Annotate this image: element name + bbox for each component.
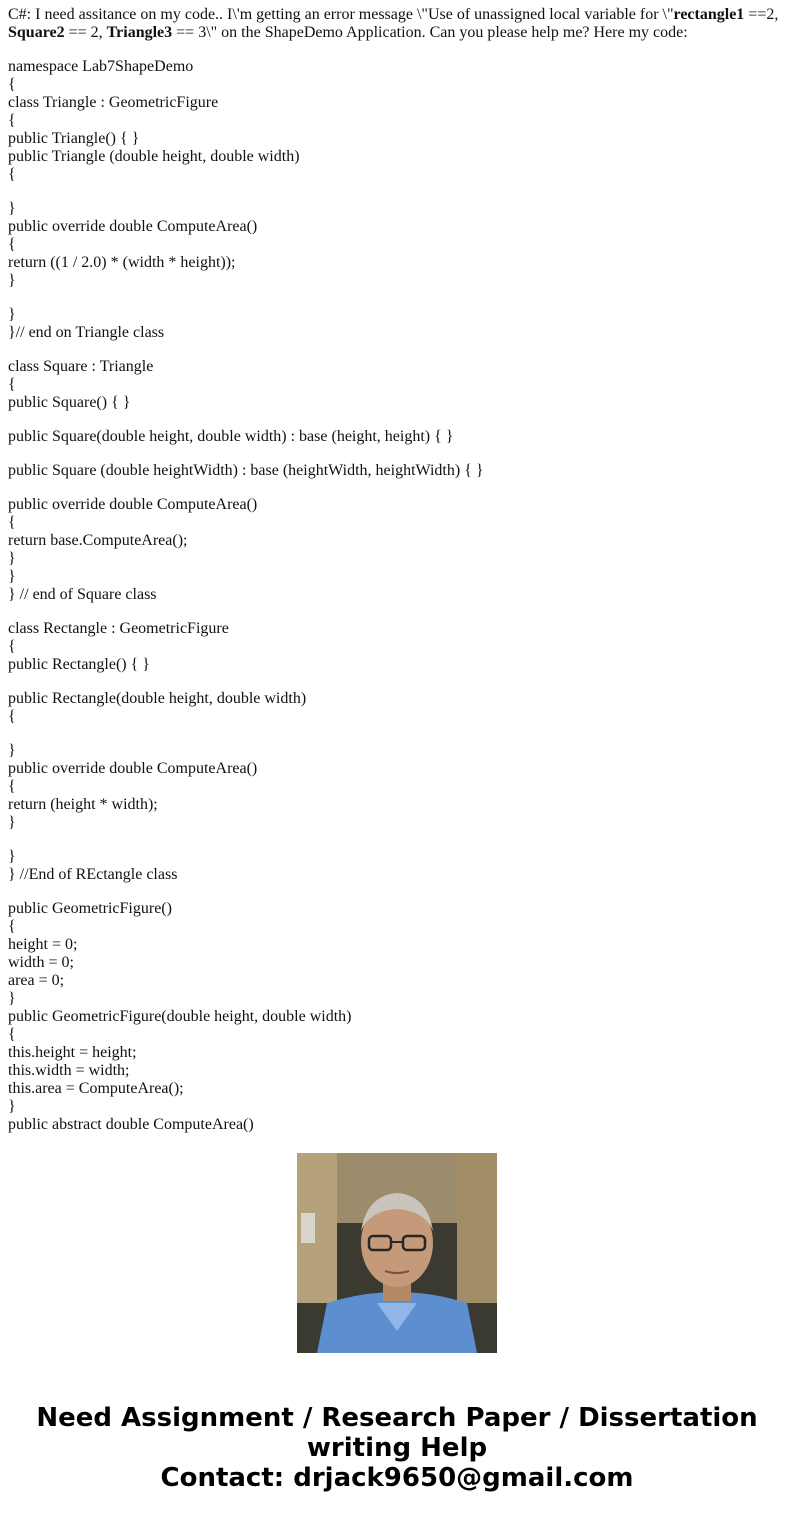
code-line: {: [8, 638, 16, 655]
code-line: [8, 674, 788, 690]
code-line: }: [8, 550, 16, 567]
footer-contact: [0, 1403, 794, 1493]
code-line: {: [8, 112, 16, 129]
code-line: this.width = width;: [8, 1062, 130, 1079]
code-line: }: [8, 814, 16, 831]
code-line: {: [8, 236, 16, 253]
code-line: public Square() { }: [8, 394, 131, 411]
code-line: }: [8, 848, 16, 865]
footer-line-3: Contact: drjack9650@gmail.com: [160, 1463, 634, 1493]
code-line: class Rectangle : GeometricFigure: [8, 620, 229, 637]
code-line: [8, 884, 788, 900]
code-line: [8, 342, 788, 358]
code-line: public Rectangle() { }: [8, 656, 150, 673]
code-line: }: [8, 990, 16, 1007]
code-line: {: [8, 376, 16, 393]
code-line: public abstract double ComputeArea(): [8, 1116, 254, 1133]
code-line: public GeometricFigure(): [8, 900, 172, 917]
code-line: width = 0;: [8, 954, 74, 971]
code-line: {: [8, 76, 16, 93]
code-line: public Triangle() { }: [8, 130, 140, 147]
code-line: } //End of REctangle class: [8, 866, 178, 883]
code-line: [8, 604, 788, 620]
code-line: [8, 726, 788, 742]
code-line: {: [8, 918, 16, 935]
code-line: [8, 446, 788, 462]
intro-text-3: == 2,: [64, 24, 107, 41]
code-line: }// end on Triangle class: [8, 324, 165, 341]
intro-bold-square2: Square2: [8, 24, 65, 41]
intro-bold-triangle3: Triangle3: [106, 24, 173, 41]
code-line: }: [8, 1098, 16, 1115]
code-line: }: [8, 306, 16, 323]
intro-text-2: ==2,: [744, 6, 779, 23]
code-line: namespace Lab7ShapeDemo: [8, 58, 194, 75]
code-line: public override double ComputeArea(): [8, 760, 258, 777]
footer-line-1: Need Assignment / Research Paper / Dissertation: [36, 1403, 758, 1433]
code-line: area = 0;: [8, 972, 65, 989]
code-line: [8, 290, 788, 306]
code-line: } // end of Square class: [8, 586, 157, 603]
code-line: public Rectangle(double height, double width): [8, 690, 307, 707]
code-line: }: [8, 742, 16, 759]
intro-bold-rectangle1: rectangle1: [673, 6, 745, 23]
code-line: return (height * width);: [8, 796, 158, 813]
code-line: public GeometricFigure(double height, double width): [8, 1008, 352, 1025]
code-line: {: [8, 514, 16, 531]
code-block: [8, 58, 788, 1134]
code-line: public Square (double heightWidth) : base (heightWidth, heightWidth) { }: [8, 462, 484, 479]
code-line: class Triangle : GeometricFigure: [8, 94, 219, 111]
code-line: }: [8, 200, 16, 217]
author-photo: [297, 1153, 497, 1353]
question-intro: [8, 6, 788, 42]
footer-line-2: writing Help: [306, 1433, 488, 1463]
code-line: height = 0;: [8, 936, 78, 953]
code-line: [8, 832, 788, 848]
code-line: [8, 184, 788, 200]
intro-text-4: == 3\" on the ShapeDemo Application. Can you please help me? Here my code:: [172, 24, 688, 41]
code-line: {: [8, 166, 16, 183]
code-line: public override double ComputeArea(): [8, 218, 258, 235]
question-text: [8, 6, 788, 1133]
code-line: this.height = height;: [8, 1044, 137, 1061]
code-line: [8, 412, 788, 428]
code-line: return base.ComputeArea();: [8, 532, 188, 549]
intro-text-1: C#: I need assitance on my code.. I\'m getting an error message \"Use of unassigned local variable for \": [8, 6, 674, 23]
code-line: }: [8, 272, 16, 289]
author-avatar: [297, 1153, 497, 1353]
code-line: this.area = ComputeArea();: [8, 1080, 184, 1097]
code-line: {: [8, 1026, 16, 1043]
code-line: return ((1 / 2.0) * (width * height));: [8, 254, 236, 271]
code-line: {: [8, 708, 16, 725]
code-line: public Triangle (double height, double width): [8, 148, 300, 165]
code-line: [8, 480, 788, 496]
code-line: {: [8, 778, 16, 795]
code-line: class Square : Triangle: [8, 358, 154, 375]
code-line: public Square(double height, double width) : base (height, height) { }: [8, 428, 454, 445]
code-line: }: [8, 568, 16, 585]
code-line: public override double ComputeArea(): [8, 496, 258, 513]
